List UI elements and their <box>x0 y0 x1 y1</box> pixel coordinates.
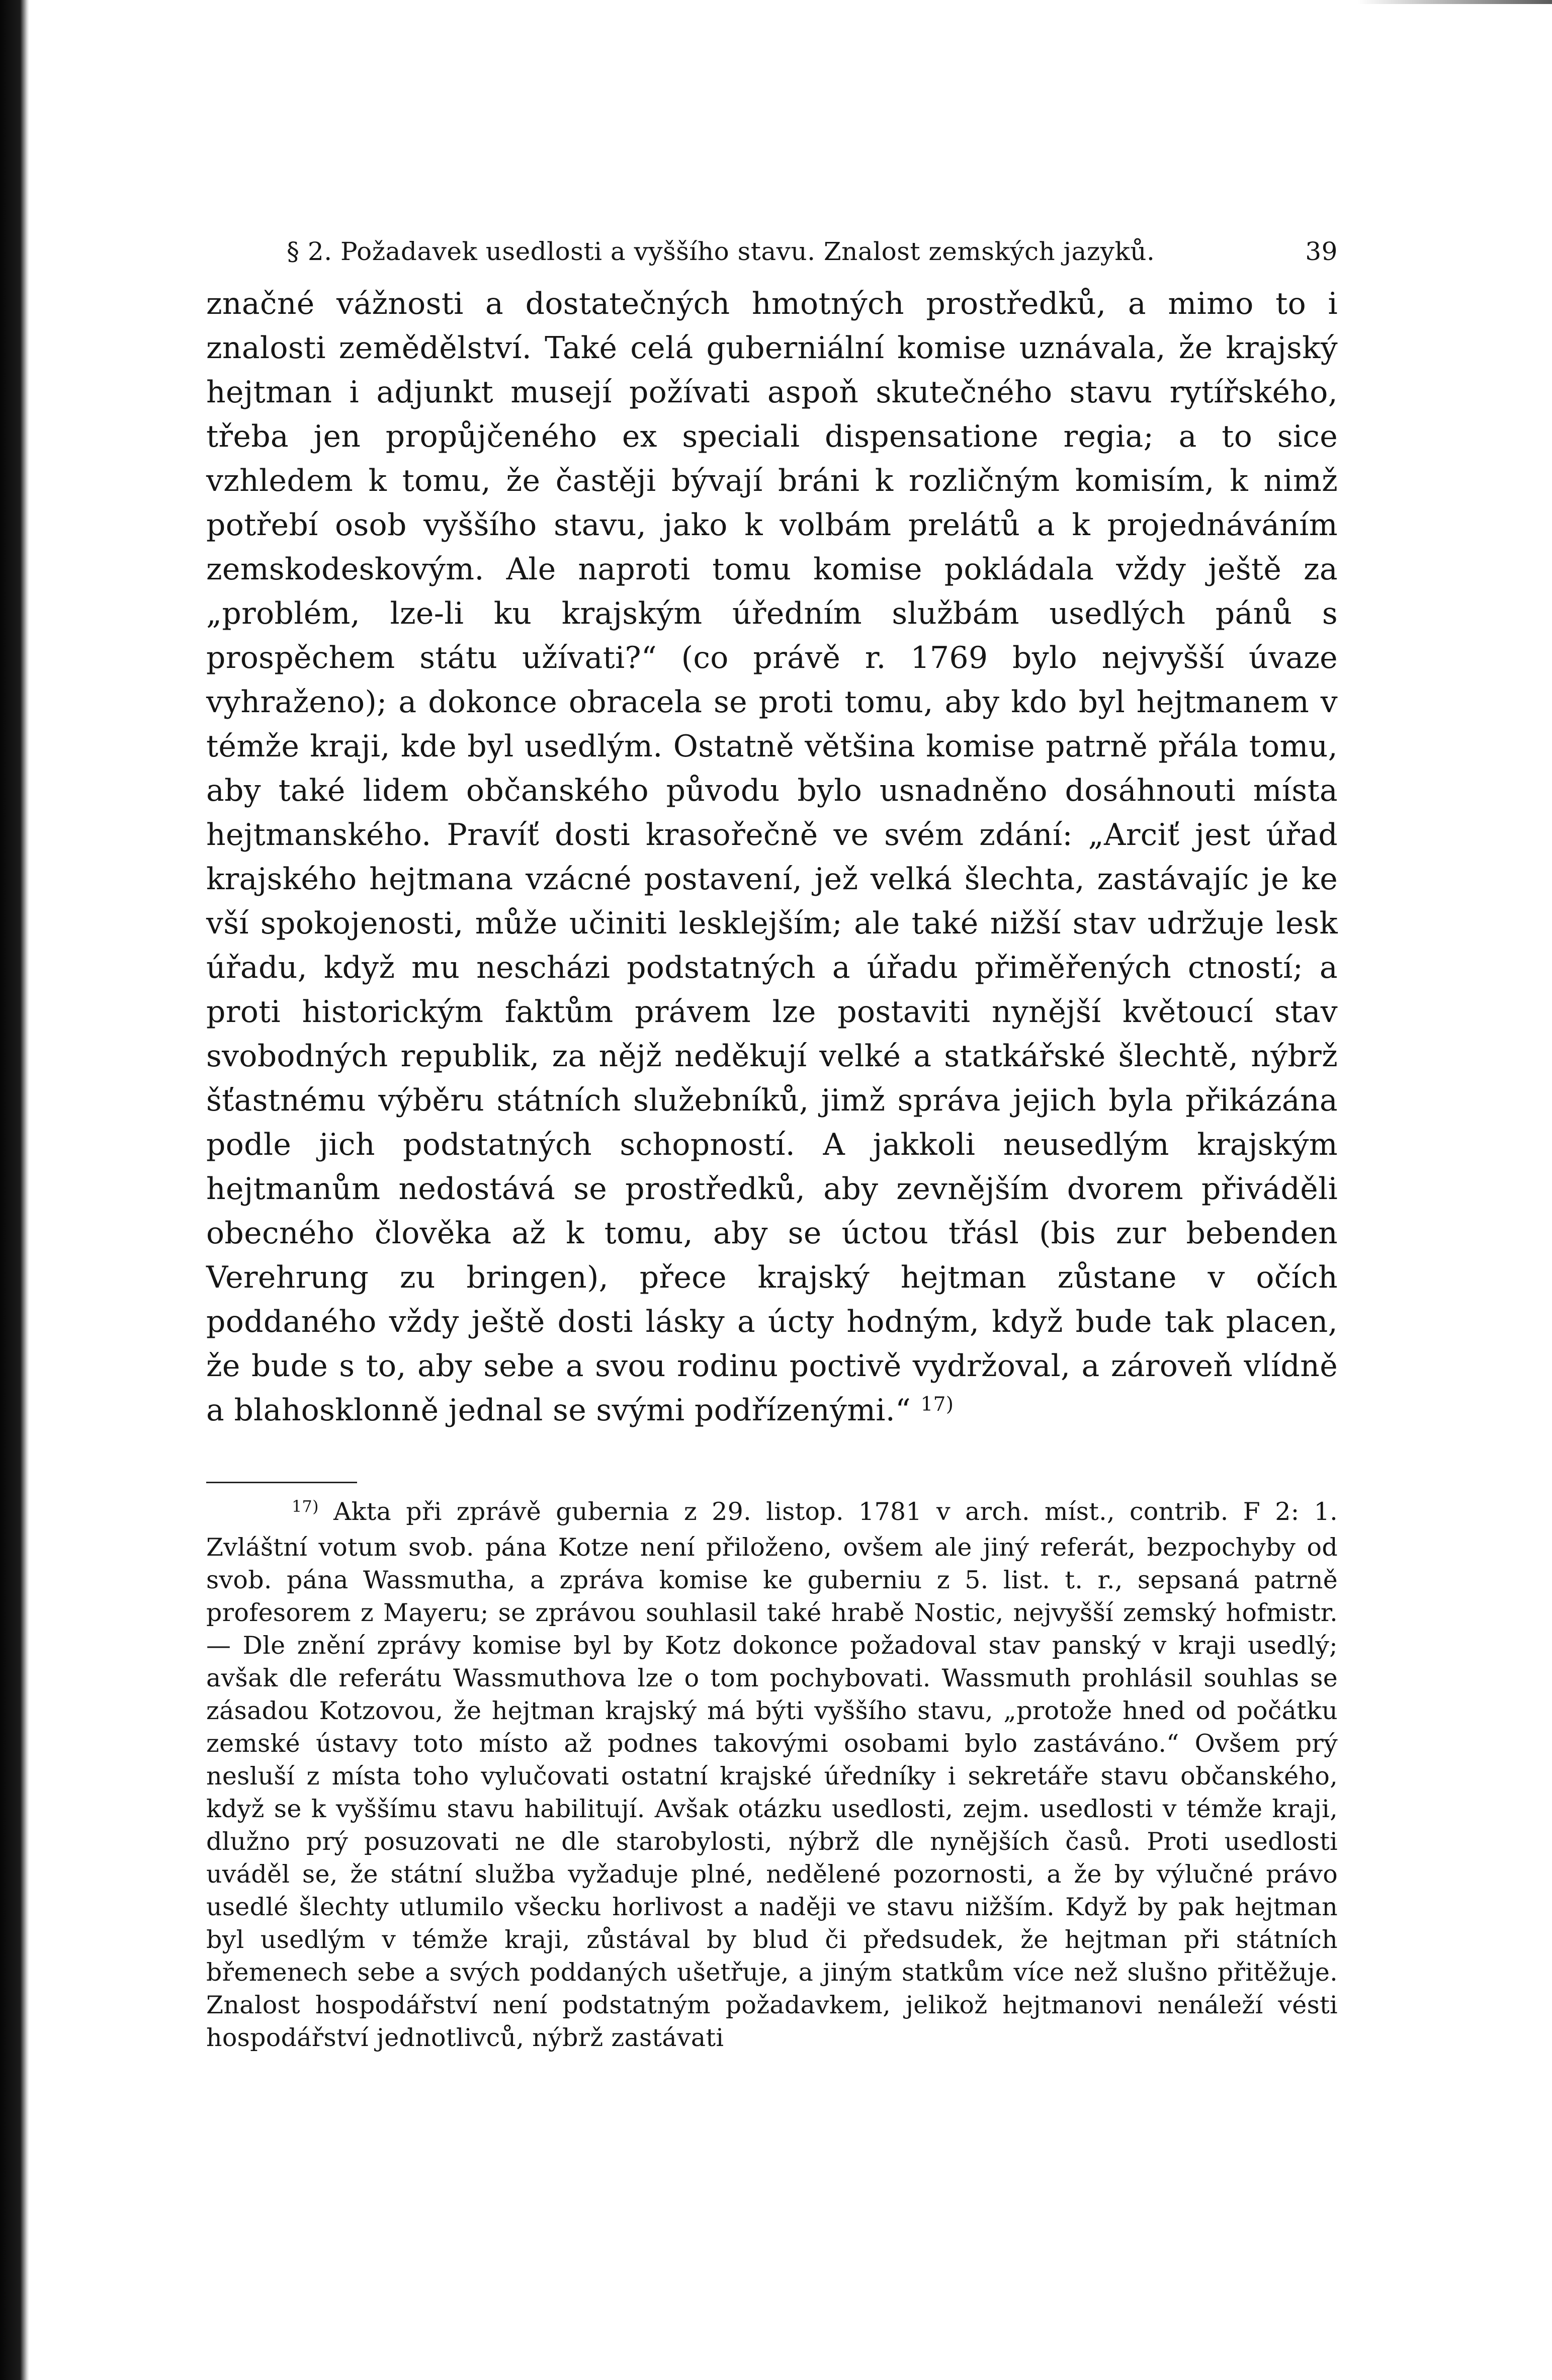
scan-top-edge <box>1358 0 1552 4</box>
main-text: značné vážnosti a dostatečných hmotných prostředků, a mimo to i znalosti zemědělství. Také celá guberniální komise uznávala, že krajský hejtman i adjunkt musejí požívati aspoň skutečného stavu rytířského, třeba jen propůjčeného ex speciali dispensatione regia; a to sice vzhledem k tomu, že častěji bývají bráni k rozličným komisím, k nimž potřebí osob vyššího stavu, jako k volbám prelátů a k projednáváním zemskodeskovým. Ale naproti tomu komise pokládala vždy ještě za „problém, lze-li ku krajským úředním službám usedlých pánů s prospěchem státu užívati?“ (co právě r. 1769 bylo nejvyšší úvaze vyhraženo); a dokonce obracela se proti tomu, aby kdo byl hejtmanem v témže kraji, kde byl usedlým. Ostatně většina komise patrně přála tomu, aby také lidem občanského původu bylo usnadněno dosáhnouti místa hejtmanského. Pravíť dosti krasořečně ve svém zdání: „Arciť jest úřad krajského hejtmana vzácné postavení, jež velká šlechta, zastávajíc je ke vší spokojenosti, může učiniti lesklejším; ale také nižší stav udržuje lesk úřadu, když mu nescházi podstatných a úřadu přiměřených ctností; a proti historickým faktům právem lze postaviti nynější květoucí stav svobodných republik, za nějž neděkují velké a statkářské šlechtě, nýbrž šťastnému výběru státních služebníků, jimž správa jejich byla přikázána podle jich podstatných schopností. A jakkoli neusedlým krajským hejtmanům nedostává se prostředků, aby zevnějším dvorem přiváděli obecného člověka až k tomu, aby se úctou třásl (bis zur bebenden Verehrung zu bringen), přece krajský hejtman zůstane v očích poddaného vždy ještě dosti lásky a úcty hodným, když bude tak placen, že bude s to, aby sebe a svou rodinu poctivě vydržoval, a zároveň vlídně a blahosklonně jednal se svými podřízenými.“ <box>206 286 1338 1428</box>
running-head <box>206 221 1338 282</box>
page-number: 39 <box>1305 237 1338 266</box>
footnote <box>206 1495 1338 2054</box>
footnote-text: Akta při zprávě gubernia z 29. listop. 1781 v arch. míst., contrib. F 2: 1. Zvláštní votum svob. pána Kotze není přiloženo, ovšem ale jiný referát, bezpochyby od svob. pána Wassmutha, a zpráva komise ke guberniu z 5. list. t. r., sepsaná patrně profesorem z Mayeru; se zprávou souhlasil také hrabě Nostic, nejvyšší zemský hofmistr. — Dle znění zprávy komise byl by Kotz dokonce požadoval stav panský v kraji usedlý; avšak dle referátu Wassmuthova lze o tom pochybovati. Wassmuth prohlásil souhlas se zásadou Kotzovou, že hejtman krajský má býti vyššího stavu, „protože hned od počátku zemské ústavy toto místo až podnes takovými osobami bylo zastáváno.“ Ovšem prý nesluší z místa toho vylučovati ostatní krajské úředníky i sekretáře stavu občanského, když se k vyššímu stavu habilitují. Avšak otázku usedlosti, zejm. usedlosti v témže kraji, dlužno prý posuzovati ne dle starobylosti, nýbrž dle nynějších časů. Proti usedlosti uváděl se, že státní služba vyžaduje plné, nedělené pozornosti, a že by výlučné právo usedlé šlechty utlumilo všecku horlivost a naději ve stavu nižším. Když by pak hejtman byl usedlým v témže kraji, zůstával by blud či předsudek, že hejtman při státních břemenech sebe a svých poddaných ušetřuje, a jiným statkům více než slušno přitěžuje. Znalost hospodářství není podstatným požadavkem, jelikož hejtmanovi nenáleží vésti hospodářství jednotlivců, nýbrž zastávati <box>206 1497 1338 2052</box>
main-paragraph <box>206 282 1338 1436</box>
footnote-marker: 17) <box>292 1497 319 1516</box>
scan-binding-edge <box>0 0 29 2380</box>
book-page <box>206 221 1338 2293</box>
footnote-reference: 17) <box>920 1393 954 1416</box>
running-title: § 2. Požadavek usedlosti a vyššího stavu. Znalost zemských jazyků. <box>287 237 1155 266</box>
footnote-separator <box>206 1482 357 1483</box>
